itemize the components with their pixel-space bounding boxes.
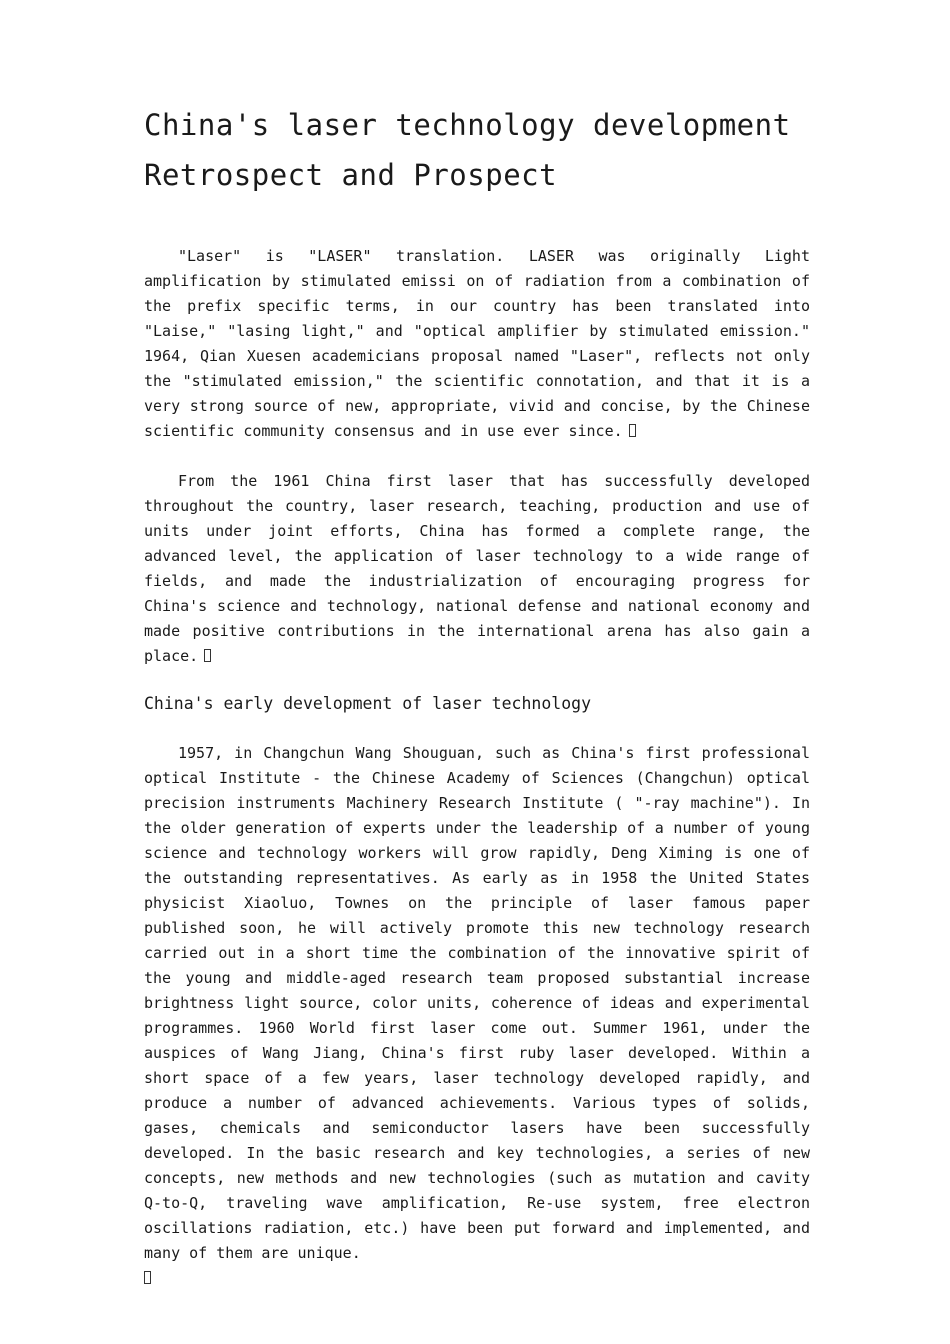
intro-paragraph-2: [144, 469, 810, 669]
document-page: [144, 100, 810, 1291]
intro-paragraph-1: [144, 244, 810, 444]
paragraph-mark-icon: [629, 424, 636, 437]
section-heading: China's early development of laser technology: [144, 694, 592, 713]
document-title: China's laser technology development Retrospect and Prospect: [144, 108, 791, 192]
paragraph-text: From the 1961 China first laser that has successfully developed throughout the country, laser research, teaching, production and use of units under joint efforts, China has formed a complete range, the advanced level, the application of laser technology to a wide range of fields, and made the industrialization of encouraging progress for China's science and technology, national defense and national economy and made positive contributions in the international arena has also gain a place.: [144, 472, 810, 665]
paragraph-mark-icon: [144, 1271, 151, 1284]
end-mark: [144, 1266, 810, 1291]
paragraph-text: "Laser" is "LASER" translation. LASER was originally Light amplification by stimulated emissi on of radiation from a combination of the prefix specific terms, in our country has been translated into "Laise," "lasing light," and "optical amplifier by stimulated emission." 1964, Qian Xuesen academicians proposal named "Laser", reflects not only the "stimulated emission," the scientific connotation, and that it is a very strong source of new, appropriate, vivid and concise, by the Chinese scientific community consensus and in use ever since.: [144, 247, 810, 440]
paragraph-mark-icon: [204, 649, 211, 662]
section-paragraph: 1957, in Changchun Wang Shouguan, such as China's first professional optical Institute - the Chinese Academy of Sciences (Changchun) optical precision instruments Machinery Research Institute ( "-ray machine"). In the older generation of experts under the leadership of a number of young science and technology workers will grow rapidly, Deng Ximing is one of the outstanding representatives. As early as in 1958 the United States physicist Xiaoluo, Townes on the principle of laser famous paper published soon, he will actively promote this new technology research carried out in a short time the combination of the innovative spirit of the young and middle-aged research team proposed substantial increase brightness light source, color units, coherence of ideas and experimental programmes. 1960 World first laser come out. Summer 1961, under the auspices of Wang Jiang, China's first ruby laser developed. Within a short space of a few years, laser technology developed rapidly, and produce a number of advanced achievements. Various types of solids, gases, chemicals and semiconductor lasers have been successfully developed. In the basic research and key technologies, a series of new concepts, new methods and new technologies (such as mutation and cavity Q-to-Q, traveling wave amplification, Re-use system, free electron oscillations radiation, etc.) have been put forward and implemented, and many of them are unique.: [144, 744, 810, 1262]
